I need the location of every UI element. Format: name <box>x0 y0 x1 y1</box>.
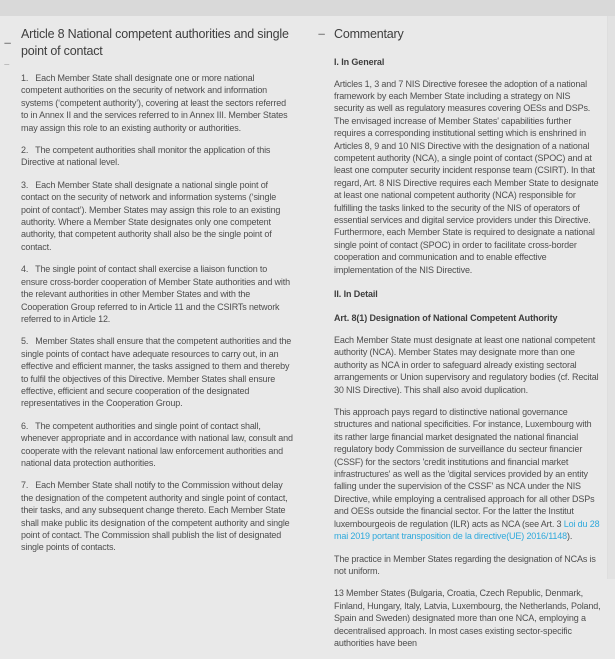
commentary-paragraph-member-states: 13 Member States (Bulgaria, Croatia, Czech Republic, Denmark, Finland, Hungary, Italy, Latvia, Luxembourg, the Netherlands, Poland, Spain and Sweden) designated more than one NCA, employing a decentralised approach. In most cases existing sector-specific authorities have been <box>334 588 601 648</box>
article-paragraph-6: 6. The competent authorities and single point of contact shall, whenever appropriate and in accordance with national law, consult and cooperate with the relevant national law enforcement authorities and national data protection authorities. <box>21 420 293 468</box>
article-paragraph-5: 5. Member States shall ensure that the competent authorities and the single points of contact have adequate resources to carry out, in an effective and efficient manner, the tasks assigned to them and thereby to fulfil the objectives of this Directive. Member States shall ensure effective, efficient and secure cooperation of the designated representatives in the Cooperation Group. <box>21 336 292 409</box>
article-paragraph-4: 4. The single point of contact shall exercise a liaison function to ensure cross-border cooperation of Member State authorities and with the relevant authorities in other Member States and with the Cooperation Group referred to in Article 11 and the CSIRTs network referred to in Article 12. <box>21 264 290 324</box>
commentary-panel <box>334 26 602 659</box>
law-reference-link[interactable]: Loi du 28 mai 2019 portant transposition de la directive(UE) 2016/1148 <box>334 518 600 542</box>
commentary-heading-in-general: I. In General <box>334 56 385 67</box>
commentary-paragraph-nca: Each Member State must designate at least one national competent authority (NCA). Member States may designate more than one authority as NCA in order to safeguard already existing sectoral arrangements or Union supervisory and regulatory bodies (cf. Recital 30 NIS Directive). This shall also avoid duplication. <box>334 335 599 395</box>
scrollbar[interactable] <box>607 16 615 579</box>
collapse-article-secondary-icon[interactable]: – <box>4 59 10 70</box>
commentary-paragraph-general: Articles 1, 3 and 7 NIS Directive foresee the adoption of a national framework by each Member State including a strategy on NIS security as well as regulatory measures covering OESs and DSPs. The envisaged increase of Member States' capabilities further requires a corresponding institutional setting which is enshrined in Articles 8, 9 and 10 NIS Directive with the designation of a national competent authority (NCA), a single point of contact (SPOC) and at least one computer security incident response team (CSIRT). In that regard, Art. 8 NIS Directive requires each Member State to designate at least one national competent authority (NCA) responsible for fulfilling the tasks linked to the security of the NIS of operators of essential services and digital service providers under this Directive. Furthermore, each Member State is required to designate a national single point of contact (SPOC) in order to facilitate cross-border cooperation and communication and to enable effective implementation of the NIS Directive. <box>334 78 599 275</box>
article-panel <box>21 26 293 564</box>
article-paragraph-7: 7. Each Member State shall notify to the Commission without delay the designation of the competent authority and single point of contact, their tasks, and any subsequent change thereto. Each Member State shall make public its designation of the competent authority and single point of contact. The Commission shall publish the list of designated single points of contacts. <box>21 480 290 553</box>
commentary-paragraph-practice: The practice in Member States regarding the designation of NCAs is not uniform. <box>334 553 596 576</box>
commentary-heading-in-detail: II. In Detail <box>334 289 378 299</box>
article-title: Article 8 National competent authorities and single point of contact <box>21 27 289 58</box>
commentary-paragraph-luxembourg <box>334 406 602 542</box>
article-paragraph-2: 2. The competent authorities shall monitor the application of this Directive at national level. <box>21 145 271 168</box>
collapse-commentary-icon[interactable]: – <box>318 26 326 41</box>
article-paragraph-3: 3. Each Member State shall designate a national single point of contact on the security of network and information systems (‘single point of contact’). Member States may assign this role to an existing authority. Where a Member State designates only one competent authority, that competent authority shall also be the single point of contact. <box>21 179 281 252</box>
collapse-article-icon[interactable]: – <box>4 35 12 50</box>
article-paragraph-1: 1. Each Member State shall designate one or more national competent authorities on the security of network and information systems (‘competent authority’), covering at least the sectors referred to in Annex II and the services referred to in Annex III. Member States may assign this role to an existing authority or authorities. <box>21 73 288 133</box>
commentary-title: Commentary <box>334 27 404 41</box>
commentary-heading-art-8-1: Art. 8(1) Designation of National Competent Authority <box>334 313 558 323</box>
luxembourg-text-before: This approach pays regard to distinctive national governance structures and national specificities. For instance, Luxembourg with its rather large financial market designated the national financial regulatory body Commission de surveillance du secteur financier (CSSF) for the sectors 'credit institutions and financial market infrastructures' as well as the 'digital services provided by an entity falling under the supervision of the CSSF' as NCA under the NIS Directive, while employing a centralised approach for all other DSPs and OESs outside the financial sector. For the latter the Institut luxembourgeois de regulation (ILR) acts as NCA (see Art. 3 <box>334 407 595 529</box>
luxembourg-text-after: ). <box>566 531 573 542</box>
top-bar <box>0 0 615 16</box>
